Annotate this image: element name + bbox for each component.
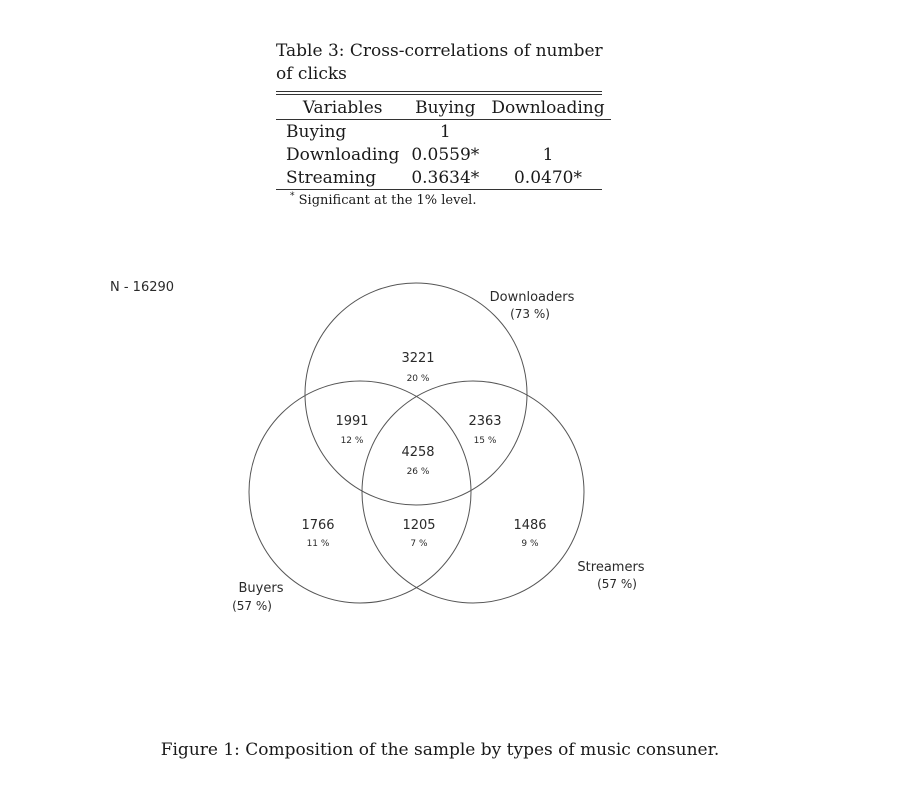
- streamers-share: (57 %): [597, 577, 637, 591]
- cell-buying: 1: [439, 121, 451, 142]
- region-buyers-downloaders-pct: 12 %: [340, 436, 364, 446]
- row-label: Streaming: [286, 167, 377, 188]
- region-streamers-only-count: 1486: [513, 518, 547, 533]
- row-label: Downloading: [286, 144, 400, 165]
- header-downloading: Downloading: [491, 98, 605, 118]
- table-caption: Table 3: Cross-correlations of number of clicks: [276, 41, 603, 84]
- region-downloaders-only-pct: 20 %: [406, 374, 430, 384]
- footnote-text: Significant at the 1% level.: [298, 193, 477, 208]
- figure-caption: Figure 1: Composition of the sample by types of music consuner.: [160, 740, 720, 760]
- streamers-label: Streamers: [577, 560, 645, 575]
- region-streamers-only-pct: 9 %: [521, 539, 539, 549]
- region-all-three-pct: 26 %: [406, 467, 430, 477]
- downloaders-label: Downloaders: [489, 290, 575, 305]
- buyers-label: Buyers: [238, 581, 284, 596]
- region-downloaders-only-count: 3221: [401, 351, 435, 366]
- sample-size-label: N - 16290: [110, 280, 175, 295]
- buyers-share: (57 %): [232, 599, 272, 613]
- region-buyers-only-pct: 11 %: [306, 539, 330, 549]
- header-variables: Variables: [302, 98, 383, 118]
- footnote-mark: *: [290, 191, 295, 202]
- region-all-three-count: 4258: [401, 445, 435, 460]
- cell-downloading: 1: [542, 144, 554, 165]
- region-buyers-downloaders-count: 1991: [335, 414, 369, 429]
- region-downloaders-streamers-count: 2363: [468, 414, 502, 429]
- cell-buying: 0.3634*: [411, 167, 480, 188]
- cell-downloading: 0.0470*: [513, 167, 582, 188]
- header-buying: Buying: [415, 98, 476, 118]
- cell-buying: 0.0559*: [411, 144, 480, 165]
- region-downloaders-streamers-pct: 15 %: [473, 436, 497, 446]
- downloaders-share: (73 %): [510, 307, 550, 321]
- region-buyers-streamers-count: 1205: [402, 518, 436, 533]
- region-buyers-only-count: 1766: [301, 518, 335, 533]
- region-buyers-streamers-pct: 7 %: [410, 539, 428, 549]
- row-label: Buying: [286, 121, 347, 142]
